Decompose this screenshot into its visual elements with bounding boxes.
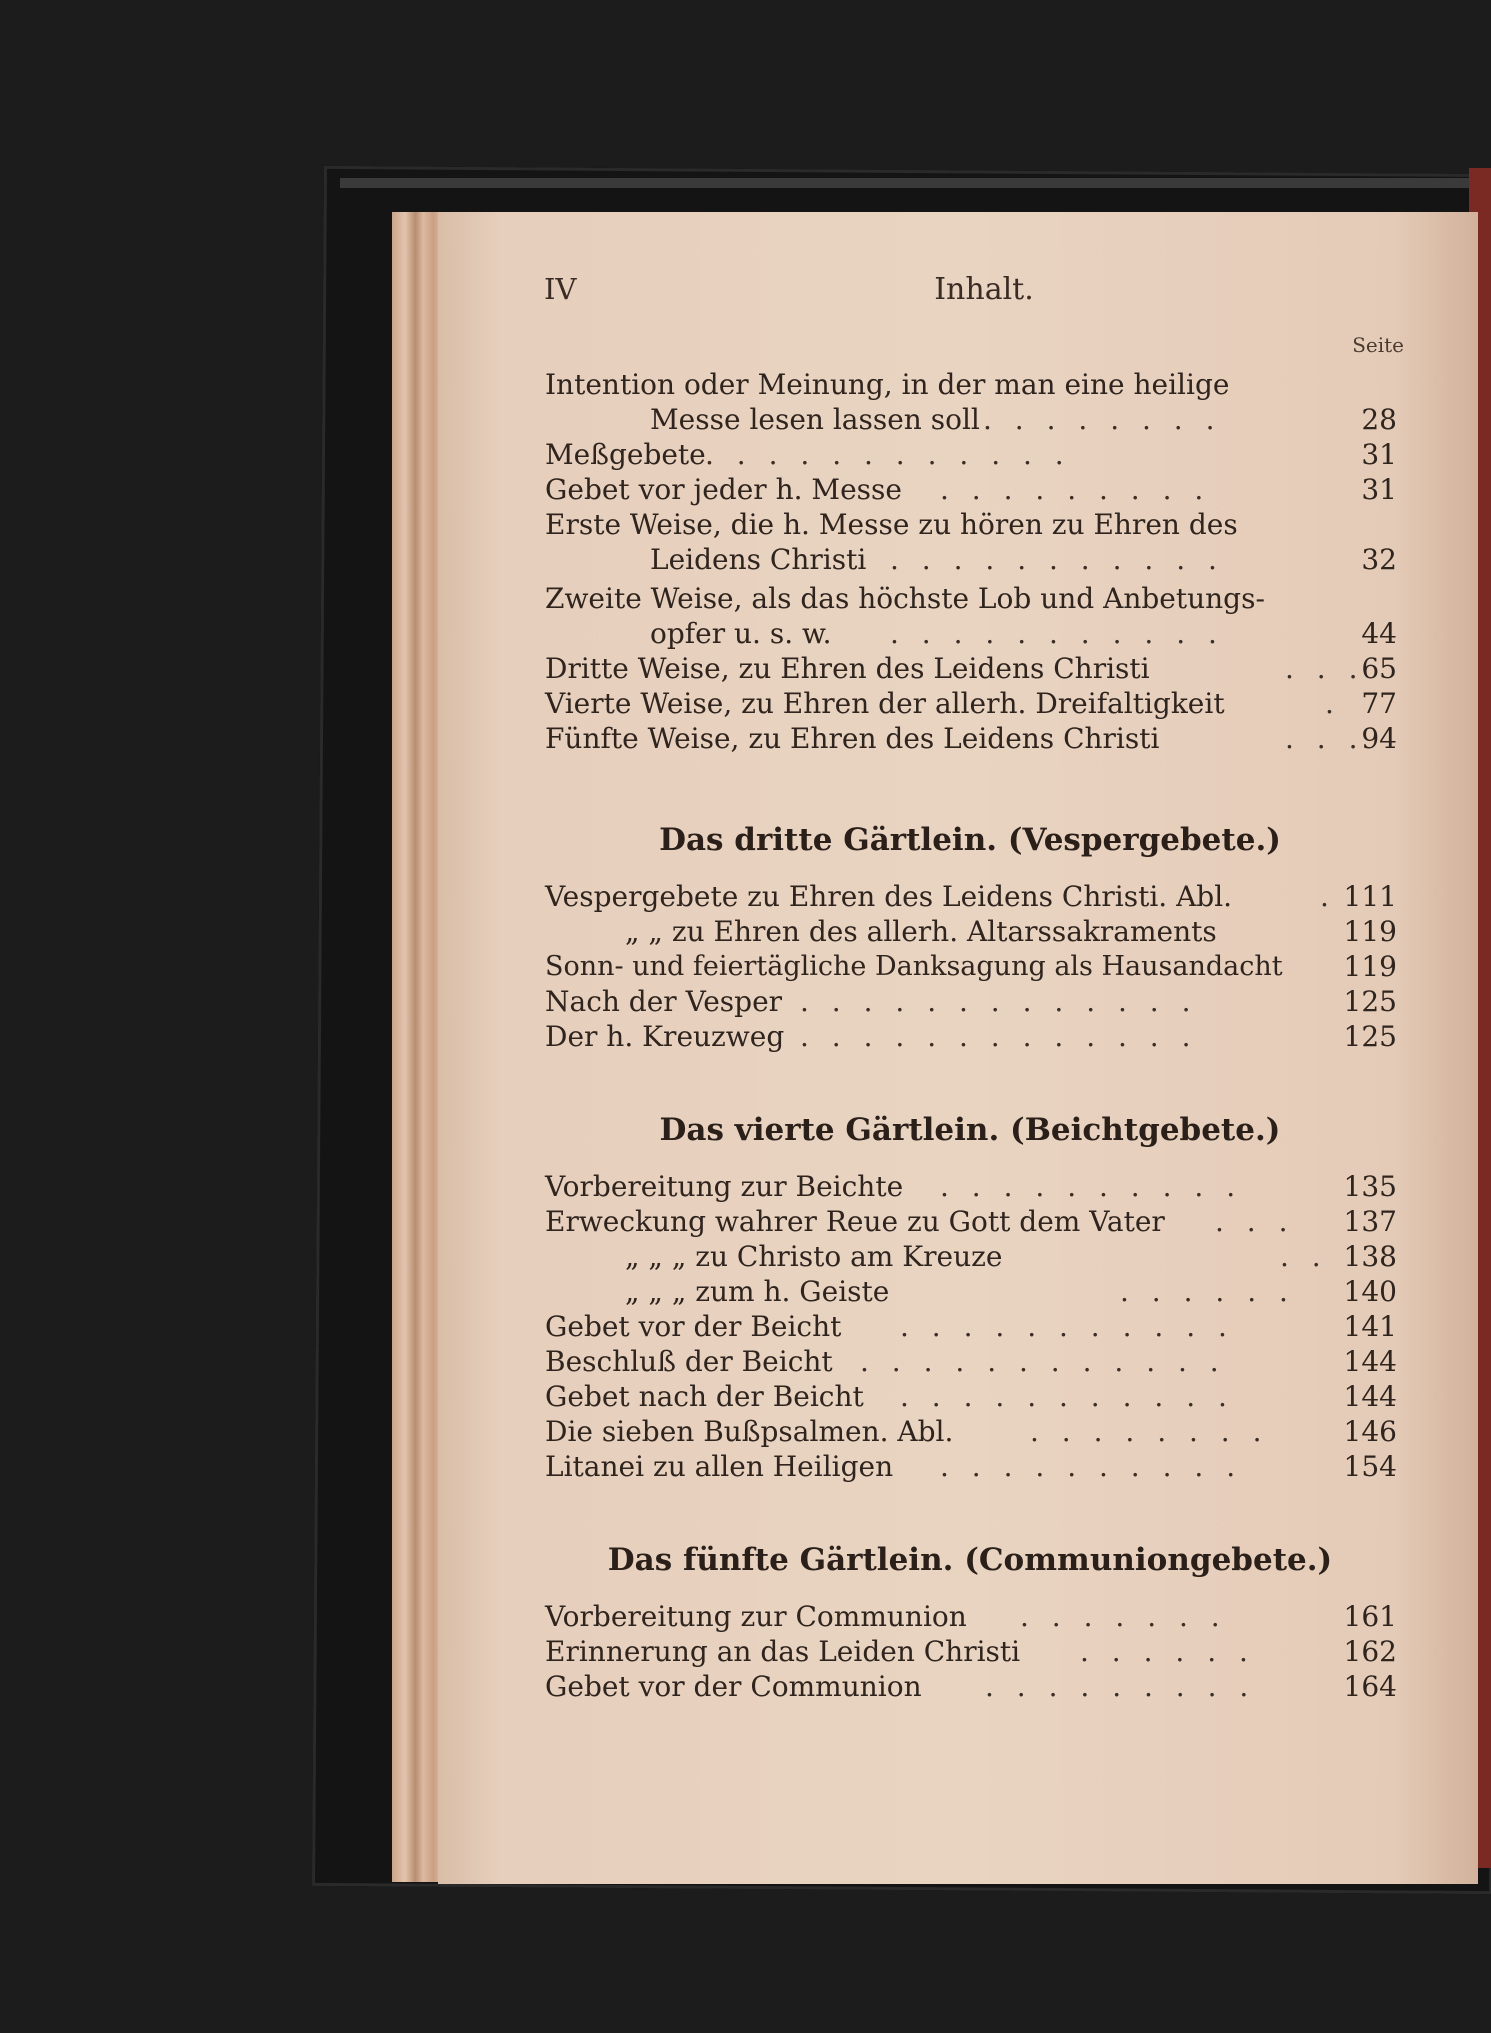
toc-entry: Vorbereitung zur Communion . . . . . . . 161 [545, 1600, 1397, 1633]
toc-entry: „ „ „ zum h. Geiste . . . . . . 140 [625, 1275, 1397, 1308]
section-heading-fourth: Das vierte Gärtlein. (Beichtgebete.) [659, 1112, 1281, 1148]
section-heading-third: Das dritte Gärtlein. (Vespergebete.) [659, 822, 1281, 858]
toc-entry: Beschluß der Beicht . . . . . . . . . . . . 144 [545, 1345, 1397, 1378]
toc-entry: „ „ zu Ehren des allerh. Altarssakraments 119 [625, 915, 1397, 948]
toc-entry: Gebet vor der Beicht . . . . . . . . . . . 141 [545, 1310, 1397, 1343]
cover-top-edge [340, 178, 1490, 188]
page-number: IV [544, 272, 577, 306]
page-stack-edge [392, 212, 444, 1882]
toc-entry: opfer u. s. w. . . . . . . . . . . . 44 [650, 617, 1397, 650]
toc-entry: Zweite Weise, als das höchste Lob und Anbetungs- [545, 582, 1265, 615]
section-heading-fifth: Das fünfte Gärtlein. (Communiongebete.) [607, 1542, 1333, 1578]
toc-entry: Erinnerung an das Leiden Christi . . . . . . 162 [545, 1635, 1397, 1668]
toc-entry: Fünfte Weise, zu Ehren des Leidens Christi . . . 94 [545, 722, 1397, 755]
toc-entry: Meßgebete . . . . . . . . . . . . 31 [545, 438, 1397, 471]
toc-entry: Erste Weise, die h. Messe zu hören zu Ehren des [545, 508, 1238, 541]
toc-entry: Litanei zu allen Heiligen . . . . . . . . . . 154 [545, 1450, 1397, 1483]
toc-entry: Gebet vor der Communion . . . . . . . . . 164 [545, 1670, 1397, 1703]
page-title: Inhalt. [934, 272, 1034, 307]
toc-entry: Gebet nach der Beicht . . . . . . . . . . . 144 [545, 1380, 1397, 1413]
toc-entry: Der h. Kreuzweg . . . . . . . . . . . . . 125 [545, 1020, 1397, 1053]
toc-entry: Erweckung wahrer Reue zu Gott dem Vater . . . 137 [545, 1205, 1397, 1238]
toc-entry: Vierte Weise, zu Ehren der allerh. Dreifaltigkeit . 77 [545, 687, 1397, 720]
toc-entry: Dritte Weise, zu Ehren des Leidens Christi . . . 65 [545, 652, 1397, 685]
toc-entry: Gebet vor jeder h. Messe . . . . . . . . . 31 [545, 473, 1397, 506]
column-label-seite: Seite [1352, 333, 1404, 357]
toc-entry: Vespergebete zu Ehren des Leidens Christi. Abl. . 111 [545, 880, 1397, 913]
page-header [544, 272, 1424, 322]
toc-entry: Vorbereitung zur Beichte . . . . . . . . . . 135 [545, 1170, 1397, 1203]
toc-entry: Sonn- und feiertägliche Danksagung als Hausandacht 119 [545, 950, 1397, 983]
toc-entry: Intention oder Meinung, in der man eine heilige [545, 368, 1230, 401]
toc-entry: Leidens Christi . . . . . . . . . . . 32 [650, 543, 1397, 576]
toc-entry: Die sieben Bußpsalmen. Abl. . . . . . . . . 146 [545, 1415, 1397, 1448]
toc-entry: „ „ „ zu Christo am Kreuze . . 138 [625, 1240, 1397, 1273]
toc-entry: Messe lesen lassen soll . . . . . . . . 28 [650, 403, 1397, 436]
toc-entry: Nach der Vesper . . . . . . . . . . . . . 125 [545, 985, 1397, 1018]
